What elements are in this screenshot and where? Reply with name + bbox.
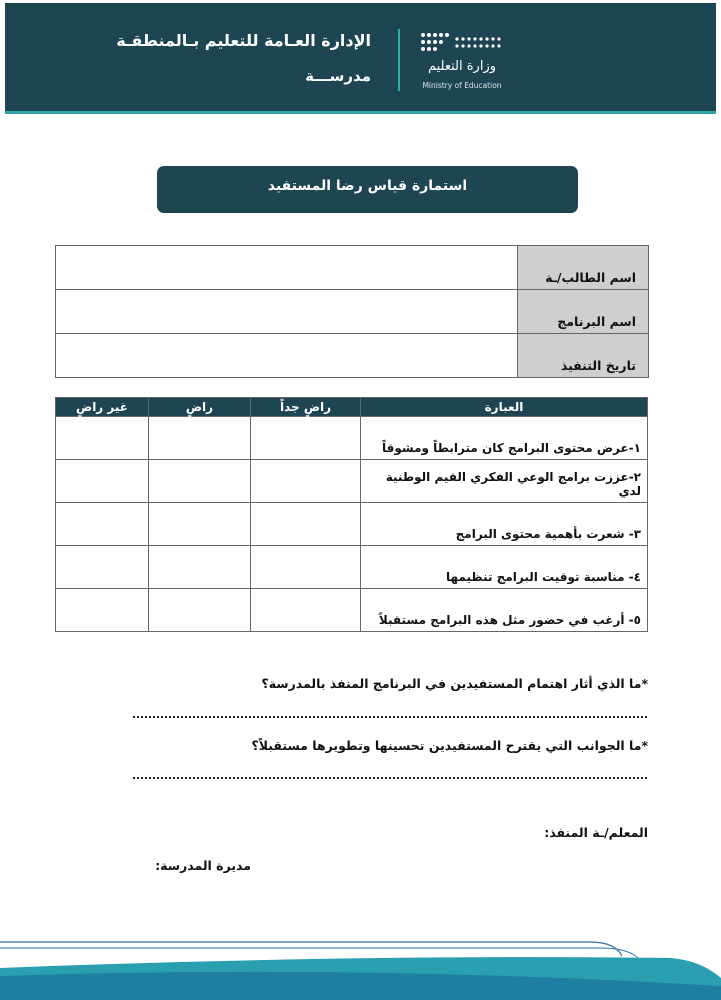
info-value-student[interactable]: [56, 246, 518, 290]
rating-cell[interactable]: [149, 460, 251, 503]
survey-row: [56, 503, 648, 546]
info-label-date: تاريخ التنفيذ: [518, 334, 649, 378]
rating-cell[interactable]: [56, 417, 149, 460]
header-banner: [5, 3, 716, 114]
statement-text: ٢-عززت برامج الوعي الفكري القيم الوطنية لدي: [361, 460, 648, 503]
header-statement: العبارة: [361, 398, 648, 417]
info-value-date[interactable]: [56, 334, 518, 378]
statement-text: ٤- مناسبة توقيت البرامج تنظيمها: [361, 546, 648, 589]
rating-cell[interactable]: [251, 546, 361, 589]
survey-table: [55, 397, 648, 632]
logo-english-text: Ministry of Education: [422, 81, 502, 90]
answer-line-2[interactable]: [133, 777, 647, 779]
header-very-satisfied: راضٍ جداً: [251, 398, 361, 417]
info-row: [56, 334, 649, 378]
info-row: [56, 246, 649, 290]
info-label-student: اسم الطالب/ـة: [518, 246, 649, 290]
rating-cell[interactable]: [251, 417, 361, 460]
answer-line-1[interactable]: [133, 716, 647, 718]
question-2: *ما الجوانب التي يقترح المستفيدين تحسينها وتطويرها مستقبلاً؟: [251, 738, 648, 753]
info-label-program: اسم البرنامج: [518, 290, 649, 334]
footer-wave-decoration: [0, 930, 721, 1000]
rating-cell[interactable]: [149, 417, 251, 460]
statement-text: ٣- شعرت بأهمية محتوى البرامج: [361, 503, 648, 546]
admin-title: الإدارة العـامة للتعليم بـالمنطقـة: [116, 31, 371, 50]
rating-cell[interactable]: [56, 503, 149, 546]
rating-cell[interactable]: [149, 589, 251, 632]
rating-cell[interactable]: [56, 546, 149, 589]
statement-text: ١-عرض محتوى البرامج كان مترابطاً ومشوقاً: [361, 417, 648, 460]
statement-text: ٥- أرغب في حضور مثل هذه البرامج مستقبلاً: [361, 589, 648, 632]
survey-row: [56, 589, 648, 632]
survey-row: [56, 460, 648, 503]
rating-cell[interactable]: [251, 460, 361, 503]
rating-cell[interactable]: [251, 503, 361, 546]
rating-cell[interactable]: [149, 546, 251, 589]
question-1: *ما الذي أثار اهتمام المستفيدين في البرنامج المنفذ بالمدرسة؟: [261, 676, 648, 691]
rating-cell[interactable]: [251, 589, 361, 632]
logo-arabic-text: وزارة التعليم: [427, 59, 497, 74]
info-value-program[interactable]: [56, 290, 518, 334]
survey-header-row: [56, 398, 648, 417]
logo-dots-icon: [417, 30, 507, 58]
info-row: [56, 290, 649, 334]
form-title: استمارة قياس رضا المستفيد: [157, 166, 578, 213]
rating-cell[interactable]: [149, 503, 251, 546]
rating-cell[interactable]: [56, 460, 149, 503]
survey-row: [56, 417, 648, 460]
rating-cell[interactable]: [56, 589, 149, 632]
teacher-signature-label: المعلم/ـة المنفذ:: [544, 825, 648, 840]
school-label: مدرســـة: [305, 67, 371, 85]
header-not-satisfied: غير راضٍ: [56, 398, 149, 417]
header-divider: [398, 29, 400, 91]
ministry-logo: [417, 30, 512, 98]
info-table: [55, 245, 649, 378]
principal-signature-label: مديرة المدرسة:: [155, 858, 251, 873]
header-satisfied: راضٍ: [149, 398, 251, 417]
survey-row: [56, 546, 648, 589]
